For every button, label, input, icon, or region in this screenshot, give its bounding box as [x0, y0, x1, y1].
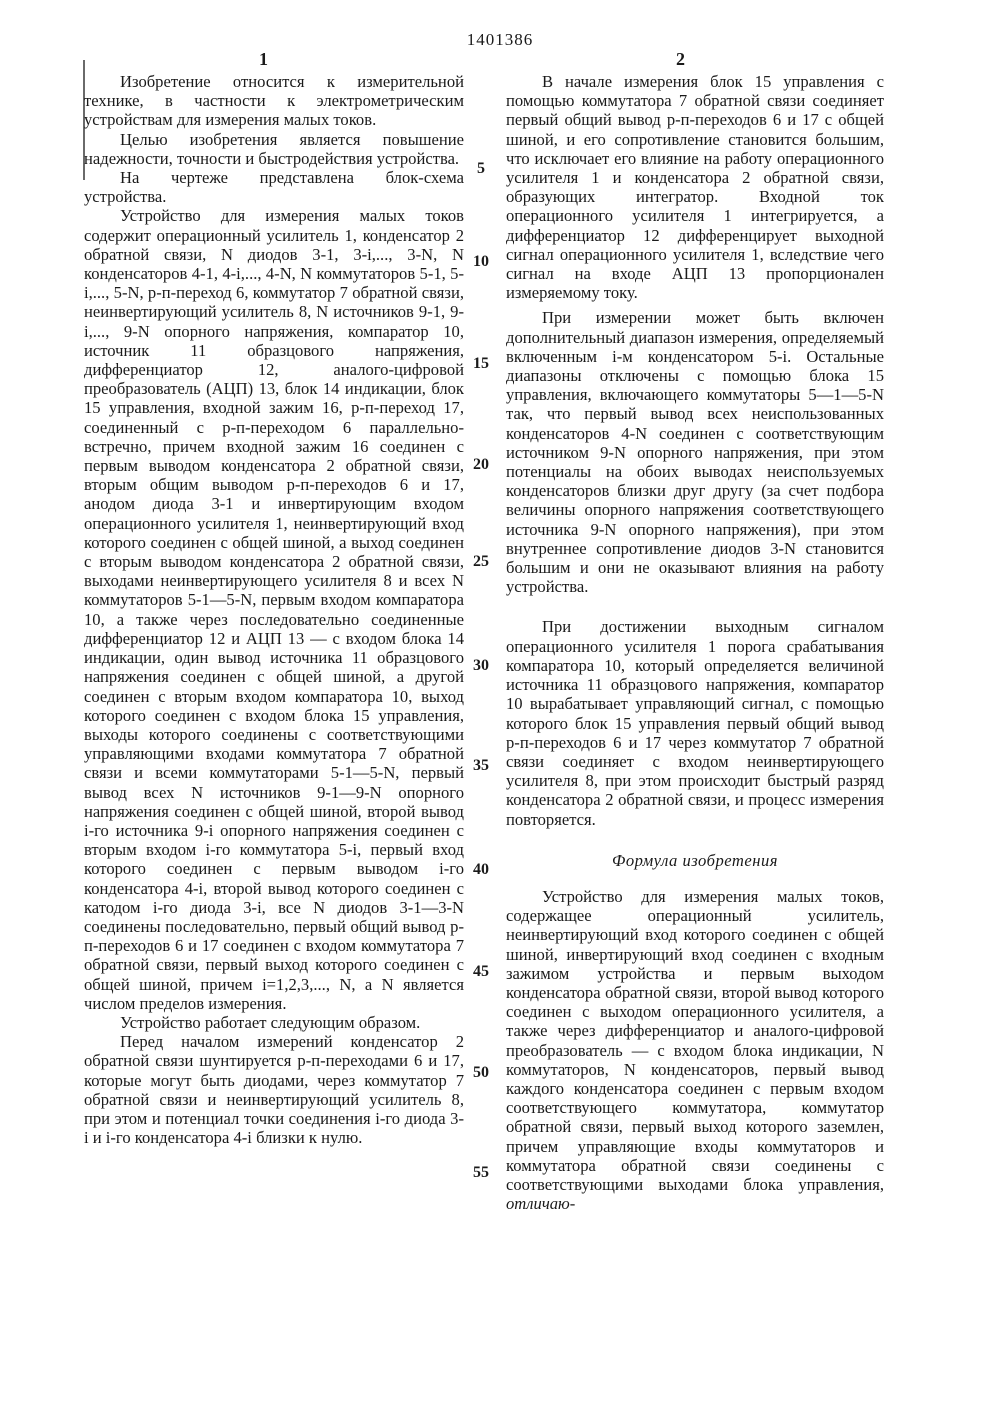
- line-number: 45: [473, 963, 489, 980]
- left-column: [84, 72, 464, 1147]
- line-number: 25: [473, 553, 489, 570]
- paragraph: При измерении может быть включен дополнительный диапазон измерения, определяемый включенным i-м конденсатором 5-i. Остальные диапазоны отключены с помощью блока 15 управления, включающего коммутаторы 5—1—5-N так, что первый вывод всех неиспользованных конденсаторов 4-N соединен с соответствующим источником 9-N опорного напряжения, при этом потенциалы на обоих выводах неиспользуемых конденсаторов близки друг другу (за счет подбора величины опорного напряжения соответствующего источника 9-N опорного напряжения), при этом внутреннее сопротивление диодов 3-N становится большим и они не оказывают влияния на работу устройства.: [506, 308, 884, 597]
- line-number: 15: [473, 355, 489, 372]
- paragraph: Целью изобретения является повышение надежности, точности и быстродействия устройства.: [84, 129, 464, 168]
- line-number: 35: [473, 757, 489, 774]
- claim-text: [506, 887, 884, 1213]
- patent-number: 1401386: [466, 30, 534, 49]
- line-number: 55: [473, 1164, 489, 1181]
- right-column: [506, 72, 884, 1213]
- column-number-right: 2: [676, 49, 685, 69]
- line-number: 50: [473, 1064, 489, 1081]
- line-number: 30: [473, 657, 489, 674]
- line-number: 40: [473, 861, 489, 878]
- line-number: 10: [473, 253, 489, 270]
- section-heading: Формула изобретения: [611, 850, 778, 870]
- paragraph: Изобретение относится к измерительной технике, в частности к электрометрическим устройствам для измерения малых токов.: [84, 72, 464, 130]
- paragraph: Устройство работает следующим образом.: [120, 1012, 421, 1032]
- column-number-left: 1: [259, 49, 268, 69]
- line-number: 5: [477, 160, 485, 177]
- paragraph: На чертеже представлена блок-схема устройства.: [84, 168, 464, 207]
- paragraph: Перед началом измерений конденсатор 2 обратной связи шунтируется р-п-переходами 6 и 17, которые могут быть диодами, через коммутатор 7 обратной связи и неинвертирующий усилитель 8, при этом и потенциал точки соединения i-го диода 3-i и i-го конденсатора 4-i близки к нулю.: [84, 1032, 464, 1148]
- line-number: 20: [473, 456, 489, 473]
- claim-body: Устройство для измерения малых токов, содержащее операционный усилитель, неинвертирующий вход которого соединен с общей шиной, инвертирующий вход соединен с входным зажимом устройства и первым выходом конденсатора обратной связи, второй вывод которого соединен с выходом операционного усилителя, а также через дифференциатор и аналого-цифровой преобразователь — с входом блока индикации, N коммутаторов, N конденсаторов, первый вывод каждого конденсатора соединен с первым входом соответствующего коммутатора, коммутатор обратной связи, первый выход которого заземлен, причем управляющие входы коммутаторов и коммутатора обратной связи соединены с соответствующими выходами блока управления,: [506, 886, 884, 1194]
- paragraph: При достижении выходным сигналом операционного усилителя 1 порога срабатывания компаратора 10, который определяется величиной источника 11 образцового напряжения, компаратор 10 вырабатывает управляющий сигнал, с помощью которого блок 15 управления первый общий вывод р-п-переходов 6 и 17 через коммутатор 7 обратной связи соединяет с входом неинвертирующего усилителя 8, при этом происходит быстрый разряд конденсатора 2 обратной связи, и процесс измерения повторяется.: [506, 617, 884, 829]
- claim-italic-tail: отличаю-: [506, 1194, 576, 1214]
- paragraph: В начале измерения блок 15 управления с помощью коммутатора 7 обратной связи соединяет первый общий вывод р-п-переходов 6 и 17 с общей шиной, и его сопротивление становится большим, что исключает его влияние на работу операционного усилителя 1 и конденсатора 2 обратной связи, образующих интегратор. Входной ток операционного усилителя 1 интегрируется, а дифференциатор 12 дифференцирует выходной сигнал операционного усилителя 1, вследствие чего сигнал на входе АЦП 13 пропорционален измеряемому току.: [506, 72, 884, 303]
- paragraph: Устройство для измерения малых токов содержит операционный усилитель 1, конденсатор 2 обратной связи, N диодов 3-1, 3-i,..., 3-N, N конденсаторов 4-1, 4-i,..., 4-N, N коммутаторов 5-1, 5-i,..., 5-N, р-п-переход 6, коммутатор 7 обратной связи, неинвертирующий усилитель 8, N источников 9-1, 9-i,..., 9-N опорного напряжения, компаратор 10, источник 11 образцового напряжения, дифференциатор 12, аналого-цифровой преобразователь (АЦП) 13, блок 14 индикации, блок 15 управления, входной зажим 16, р-п-переход 17, соединенный с р-п-переходом 6 параллельно-встречно, причем входной зажим 16 соединен с первым выводом конденсатора 2 обратной связи, вторым общим выводом р-п-переходов 6 и 17, анодом диода 3-1 и инвертирующим входом операционного усилителя 1, неинвертирующий вход которого соединен с общей шиной, а выход соединен с вторым выводом конденсатора 2 обратной связи, выходами неинвертирующего усилителя 8 и всех N коммутаторов 5-1—5-N, первым входом компаратора 10, а также через последовательно соединенные дифференциатор 12 и АЦП 13 — с входом блока 14 индикации, один вывод источника 11 образцового напряжения соединен с общей шиной, а другой соединен с вторым входом компаратора 10, выход которого соединен с входом блока 15 управления, выходы которого соединены с соответствующими управляющими входами коммутатора 7 обратной связи и всеми коммутаторами 5-1—5-N, первый вывод всех N источников 9-1—9-N опорного напряжения соединен с общей шиной, второй вывод i-го источника 9-i опорного напряжения соединен с вторым входом i-го коммутатора 5-i, первый вход которого соединен с первым выводом i-го конденсатора 4-i, второй вывод которого соединен с катодом i-го диода 3-i, все N диодов 3-1—3-N соединены последовательно, первый общий вывод р-п-переходов 6 и 17 соединен с входом коммутатора 7 обратной связи, первый выход которого соединен с общей шиной, причем i=1,2,3,..., N, а N является числом пределов измерения.: [84, 206, 464, 1013]
